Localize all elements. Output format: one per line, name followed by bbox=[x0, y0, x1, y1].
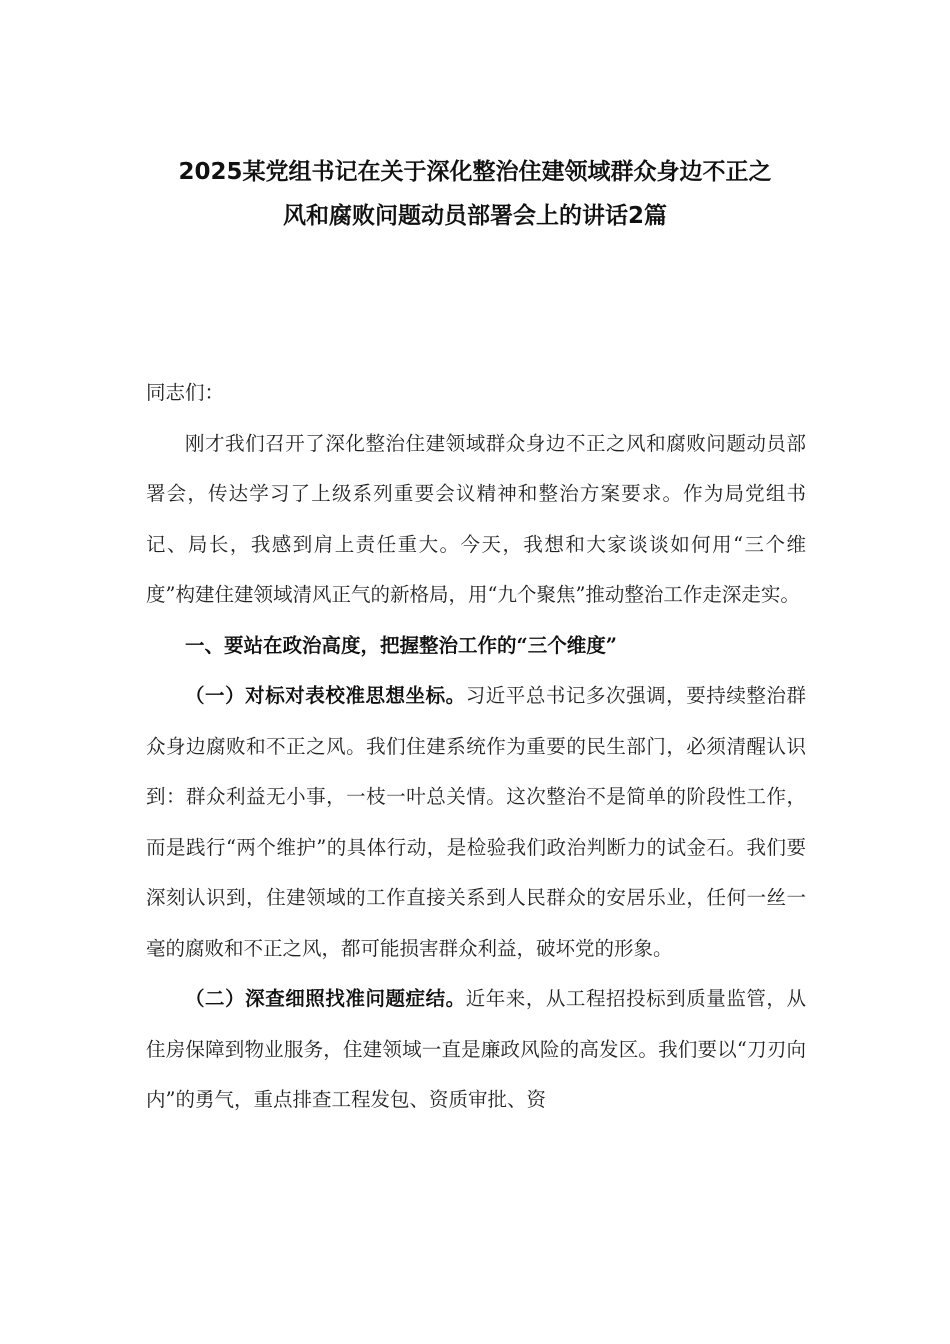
document-title bbox=[100, 150, 850, 238]
subsection-2-lead: （二）深查细照找准问题症结。 bbox=[185, 987, 466, 1010]
title-line-2: 风和腐败问题动员部署会上的讲话2篇 bbox=[282, 203, 667, 229]
subsection-2-paragraph bbox=[146, 974, 806, 1126]
section-1-heading: 一、要站在政治高度，把握整治工作的“三个维度” bbox=[185, 633, 617, 657]
subsection-1-lead: （一）对标对表校准思想坐标。 bbox=[185, 684, 466, 707]
document-body bbox=[146, 368, 806, 1126]
intro-paragraph: 刚才我们召开了深化整治住建领域群众身边不正之风和腐败问题动员部署会，传达学习了上级系列重要会议精神和整治方案要求。作为局党组书记、局长，我感到肩上责任重大。今天，我想和大家谈谈如何用“三个维度”构建住建领域清风正气的新格局，用“九个聚焦”推动整治工作走深走实。 bbox=[146, 431, 806, 606]
subsection-1-text: 习近平总书记多次强调，要持续整治群众身边腐败和不正之风。我们住建系统作为重要的民生部门，必须清醒认识到：群众利益无小事，一枝一叶总关情。这次整治不是简单的阶段性工作，而是践行“两个维护”的具体行动，是检验我们政治判断力的试金石。我们要深刻认识到，住建领域的工作直接关系到人民群众的安居乐业，任何一丝一毫的腐败和不正之风，都可能损害群众利益，破坏党的形象。 bbox=[146, 684, 806, 960]
title-line-1: 2025某党组书记在关于深化整治住建领域群众身边不正之 bbox=[178, 159, 772, 185]
salutation: 同志们： bbox=[146, 381, 225, 404]
subsection-1-paragraph bbox=[146, 671, 806, 974]
subsection-2-text: 近年来，从工程招投标到质量监管，从住房保障到物业服务，住建领域一直是廉政风险的高发区。我们要以“刀刃向内”的勇气，重点排查工程发包、资质审批、资 bbox=[146, 987, 806, 1111]
